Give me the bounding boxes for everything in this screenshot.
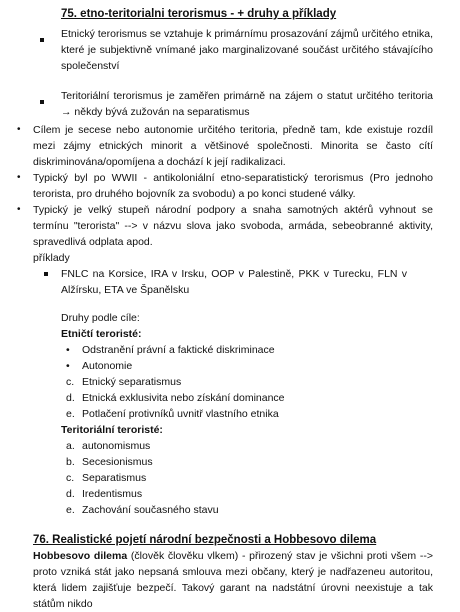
bullet-icon: •: [17, 172, 21, 183]
ethnic-goal-item: Etnická exklusivita nebo získání dominance: [82, 392, 285, 404]
ethnic-goal-item: Etnický separatismus: [82, 376, 182, 388]
territorial-goal-item: autonomismus: [82, 440, 151, 452]
list-marker: d.: [66, 488, 75, 500]
territorial-terrorists-label: Teritoriální teroristé:: [61, 424, 163, 436]
section-76-heading: 76. Realistické pojetí národní bezpečnosti a Hobbesovo dilema: [33, 534, 377, 546]
list-marker: •: [66, 360, 70, 372]
territorial-goal-item: Separatismus: [82, 472, 147, 484]
bullet-icon: •: [17, 124, 21, 135]
list-marker: e.: [66, 408, 75, 420]
list-marker: •: [66, 344, 70, 356]
list-marker: b.: [66, 456, 75, 468]
bullet-icon: •: [17, 204, 21, 215]
ethnic-terrorists-label: Etničtí teroristé:: [61, 328, 142, 340]
list-marker: c.: [66, 472, 75, 484]
ethnic-goal-item: Potlačení protivníků uvnitř vlastního etnika: [82, 408, 279, 420]
territorial-goal-item: Iredentismus: [82, 488, 143, 500]
square-bullet-icon: [40, 38, 44, 42]
square-bullet-icon: [40, 100, 44, 104]
square-bullet-icon: [44, 272, 48, 276]
list-marker: d.: [66, 392, 75, 404]
list-marker: c.: [66, 376, 75, 388]
territorial-goal-item: Secesionismus: [82, 456, 153, 468]
inner-bullet-ethnic: Etnický terorismus se vztahuje k primárnímu prosazování zájmů určitého etnika, které je subjektivně vnímané jako marginalizované součást určitého stávajícího společenství: [61, 28, 433, 72]
druhy-label: Druhy podle cíle:: [61, 312, 140, 324]
hobbes-dilemma-body: (člověk člověku vlkem) - přirozený stav je všichni proti všem --> proto vzniká stát jako nepsaná smlouva mezi občany, který je nadřazeneu autoritou, která lidem zajišťuje bezpečí. Takový garant na nadstátní úrovni neexistuje a tak státům nikdo: [33, 550, 433, 610]
ethnic-goal-item: Autonomie: [82, 360, 133, 372]
list-marker: a.: [66, 440, 75, 452]
inner-bullet-territorial: Teritoriální terorismus je zaměřen primárně na zájem o statut určitého teritoria → někdy bývá zužován na separatismus: [61, 90, 433, 118]
ethnic-goal-item: Odstranění právní a faktické diskriminace: [82, 344, 275, 356]
territorial-goal-item: Zachování současného stavu: [82, 504, 219, 516]
section-75-heading: 75. etno-teritorialni terorismus - + druhy a příklady: [61, 8, 337, 20]
hobbes-dilemma-term: Hobbesovo dilema: [33, 550, 128, 562]
examples-label: příklady: [33, 252, 70, 264]
list-marker: e.: [66, 504, 75, 516]
examples-list: FNLC na Korsice, IRA v Irsku, OOP v Palestině, PKK v Turecku, FLN v Alžírsku, ETA ve Španělsku: [61, 268, 407, 296]
outer-bullet-support: Typický je velký stupeň národní podpory a snaha samotných aktérů vyhnout se termínu "terorista" --> v názvu slova jako svoboda, armáda, sebeobranné aktivity, spravedlivá odplata apod.: [33, 204, 433, 248]
section-76-paragraph: [33, 548, 433, 612]
outer-bullet-goal: Cílem je secese nebo autonomie určitého teritoria, předně tam, kde existuje rozdíl mezi zájmy etnických minorit a většinové společnosti. Minorita se často cítí diskriminována/opomíjena a dochází k její radikalizaci.: [33, 124, 433, 168]
outer-bullet-wwii: Typický byl po WWII - antikoloniální etno-separatistický terorismus (Pro jednoho terorista, pro druhého bojovník za svobodu) a po konci studené války.: [33, 172, 433, 200]
